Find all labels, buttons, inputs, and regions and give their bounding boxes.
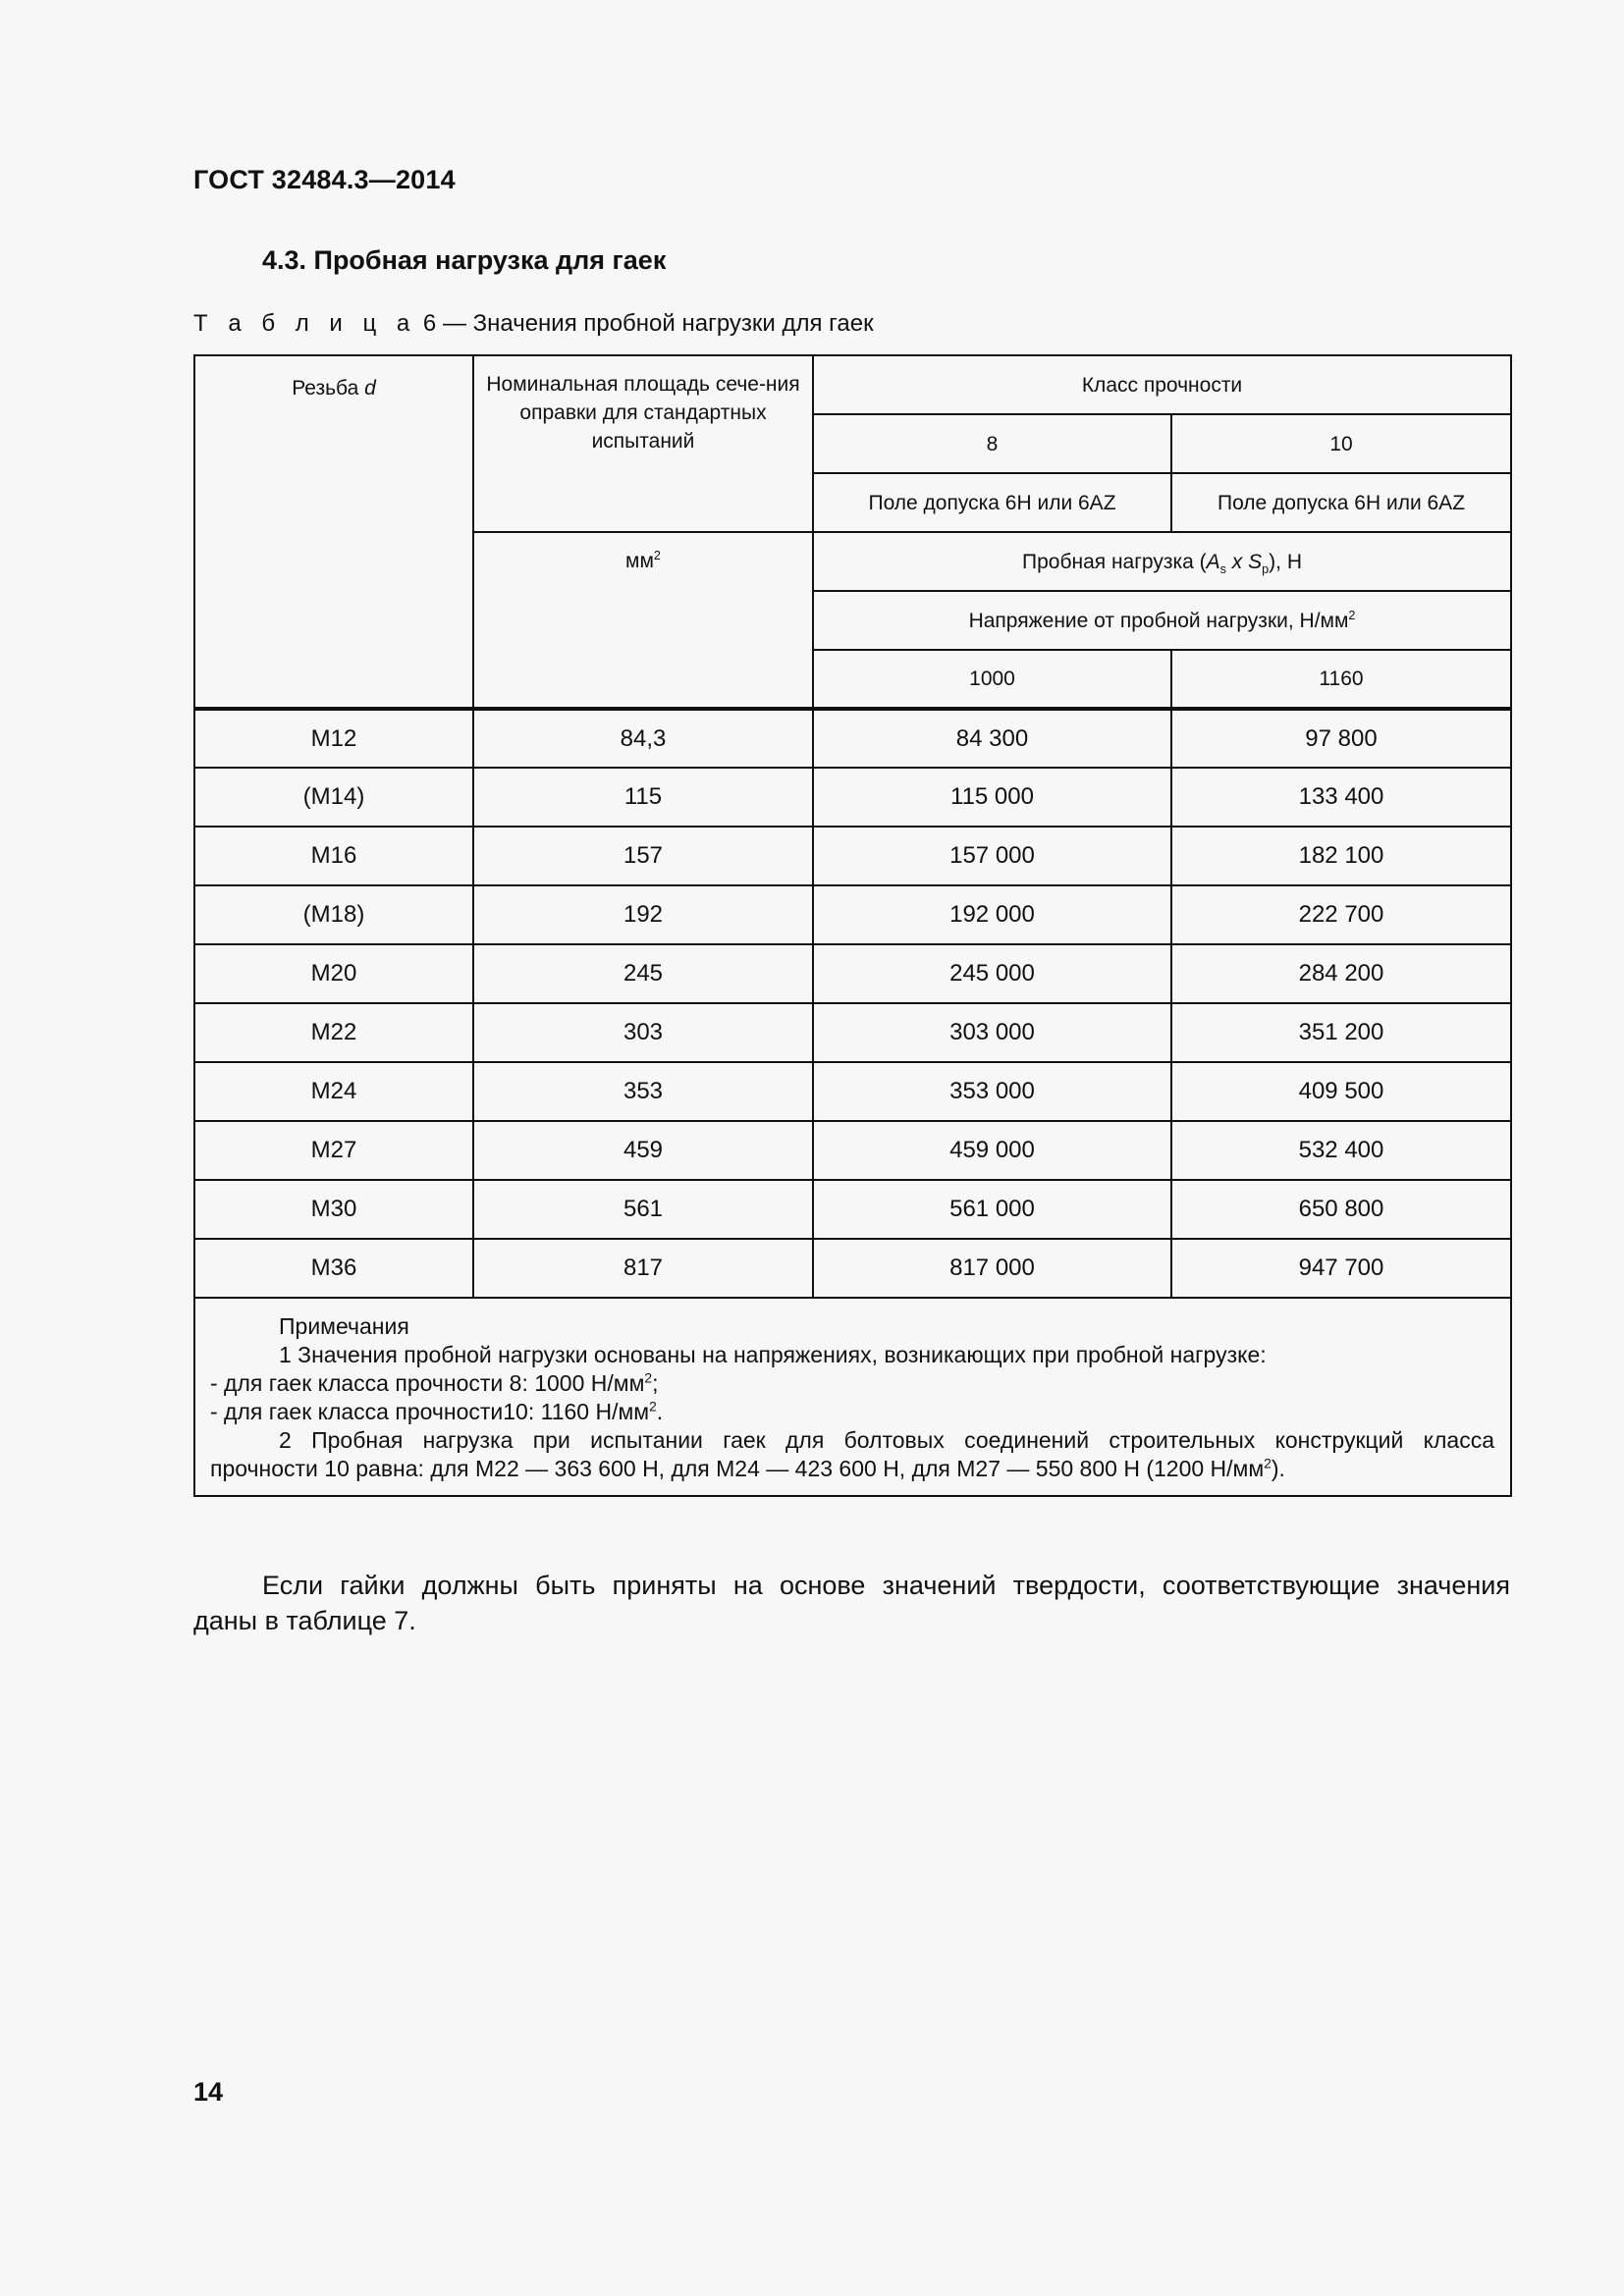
- table-row: [194, 827, 1511, 885]
- header-tolerance-10: Поле допуска 6H или 6AZ: [1171, 473, 1511, 532]
- cell-load-10: 222 700: [1171, 885, 1511, 944]
- note-2-line-1: 2 Пробная нагрузка при испытании гаек для болтовых соединений строительных конструкций класса: [279, 1427, 1494, 1453]
- cell-load-10: 532 400: [1171, 1121, 1511, 1180]
- cell-load-8: 157 000: [813, 827, 1171, 885]
- cell-area: 353: [473, 1062, 813, 1121]
- header-stress-10: 1160: [1171, 650, 1511, 709]
- cell-area: 84,3: [473, 709, 813, 768]
- document-code: ГОСТ 32484.3—2014: [193, 165, 456, 194]
- cell-area: 192: [473, 885, 813, 944]
- header-stress: Напряжение от пробной нагрузки, $Н/мм^2$: [813, 591, 1511, 650]
- table-row: [194, 1239, 1511, 1298]
- cell-thread: M30: [194, 1180, 473, 1239]
- cell-load-10: 650 800: [1171, 1180, 1511, 1239]
- cell-load-8: 245 000: [813, 944, 1171, 1003]
- cell-area: 157: [473, 827, 813, 885]
- header-proof-load: Пробная нагрузка ($A_s$ x $S_p$), Н: [813, 532, 1511, 591]
- cell-thread: M36: [194, 1239, 473, 1298]
- header-class-10: 10: [1171, 414, 1511, 473]
- table-row: [194, 944, 1511, 1003]
- table-caption-text: 6 — Значения пробной нагрузки для гаек: [416, 310, 874, 337]
- table-row: [194, 885, 1511, 944]
- cell-load-10: 133 400: [1171, 768, 1511, 827]
- header-class-8: 8: [813, 414, 1171, 473]
- header-area-unit: $мм^2$: [473, 532, 813, 709]
- cell-area: 459: [473, 1121, 813, 1180]
- paragraph-line-2: даны в таблице 7.: [193, 1606, 416, 1635]
- cell-load-10: 409 500: [1171, 1062, 1511, 1121]
- table-row: [194, 709, 1511, 768]
- cell-load-10: 284 200: [1171, 944, 1511, 1003]
- cell-thread: M16: [194, 827, 473, 885]
- header-strength-class: Класс прочности: [813, 355, 1511, 414]
- cell-area: 303: [473, 1003, 813, 1062]
- cell-thread: M27: [194, 1121, 473, 1180]
- cell-load-8: 115 000: [813, 768, 1171, 827]
- cell-thread: (M18): [194, 885, 473, 944]
- note-1-class-10: - для гаек класса прочности10: 1160 $Н/мм^2$.: [210, 1399, 664, 1424]
- table-row: [194, 1062, 1511, 1121]
- cell-load-8: 817 000: [813, 1239, 1171, 1298]
- note-1-class-8: - для гаек класса прочности 8: 1000 $Н/мм^2$;: [210, 1370, 659, 1396]
- cell-load-10: 97 800: [1171, 709, 1511, 768]
- cell-load-8: 84 300: [813, 709, 1171, 768]
- note-1: 1 Значения пробной нагрузки основаны на напряжениях, возникающих при пробной нагрузке:: [279, 1342, 1267, 1367]
- section-title: 4.3. Пробная нагрузка для гаек: [262, 245, 667, 275]
- proof-load-table: [193, 354, 1512, 1497]
- cell-load-8: 561 000: [813, 1180, 1171, 1239]
- cell-thread: M20: [194, 944, 473, 1003]
- table-row: [194, 1180, 1511, 1239]
- table-row: [194, 1003, 1511, 1062]
- header-area: Номинальная площадь сече-ния оправки для стандартных испытаний: [473, 355, 813, 532]
- header-tolerance-8: Поле допуска 6H или 6AZ: [813, 473, 1171, 532]
- cell-area: 817: [473, 1239, 813, 1298]
- notes-title: Примечания: [279, 1313, 409, 1339]
- paragraph-line-1: Если гайки должны быть приняты на основе значений твердости, соответствующие значения: [262, 1571, 1510, 1600]
- cell-load-10: 947 700: [1171, 1239, 1511, 1298]
- cell-area: 561: [473, 1180, 813, 1239]
- cell-thread: (M14): [194, 768, 473, 827]
- cell-thread: M12: [194, 709, 473, 768]
- header-thread: Резьба d: [194, 355, 473, 709]
- table-caption-label: Т а б л и ц а: [193, 310, 417, 337]
- cell-thread: M22: [194, 1003, 473, 1062]
- cell-load-8: 459 000: [813, 1121, 1171, 1180]
- cell-load-10: 182 100: [1171, 827, 1511, 885]
- cell-thread: M24: [194, 1062, 473, 1121]
- cell-load-10: 351 200: [1171, 1003, 1511, 1062]
- table-notes: [194, 1298, 1511, 1496]
- body-paragraph: [193, 1568, 1510, 1638]
- page-number: 14: [193, 2077, 224, 2107]
- note-2-line-2: прочности 10 равна: для М22 — 363 600 Н, для М24 — 423 600 Н, для М27 — 550 800 Н (1200 $Н/мм^2$).: [210, 1456, 1285, 1481]
- cell-load-8: 353 000: [813, 1062, 1171, 1121]
- cell-load-8: 192 000: [813, 885, 1171, 944]
- table-row: [194, 1121, 1511, 1180]
- cell-area: 245: [473, 944, 813, 1003]
- cell-load-8: 303 000: [813, 1003, 1171, 1062]
- cell-area: 115: [473, 768, 813, 827]
- table-caption: [193, 310, 874, 338]
- header-stress-8: 1000: [813, 650, 1171, 709]
- table-row: [194, 768, 1511, 827]
